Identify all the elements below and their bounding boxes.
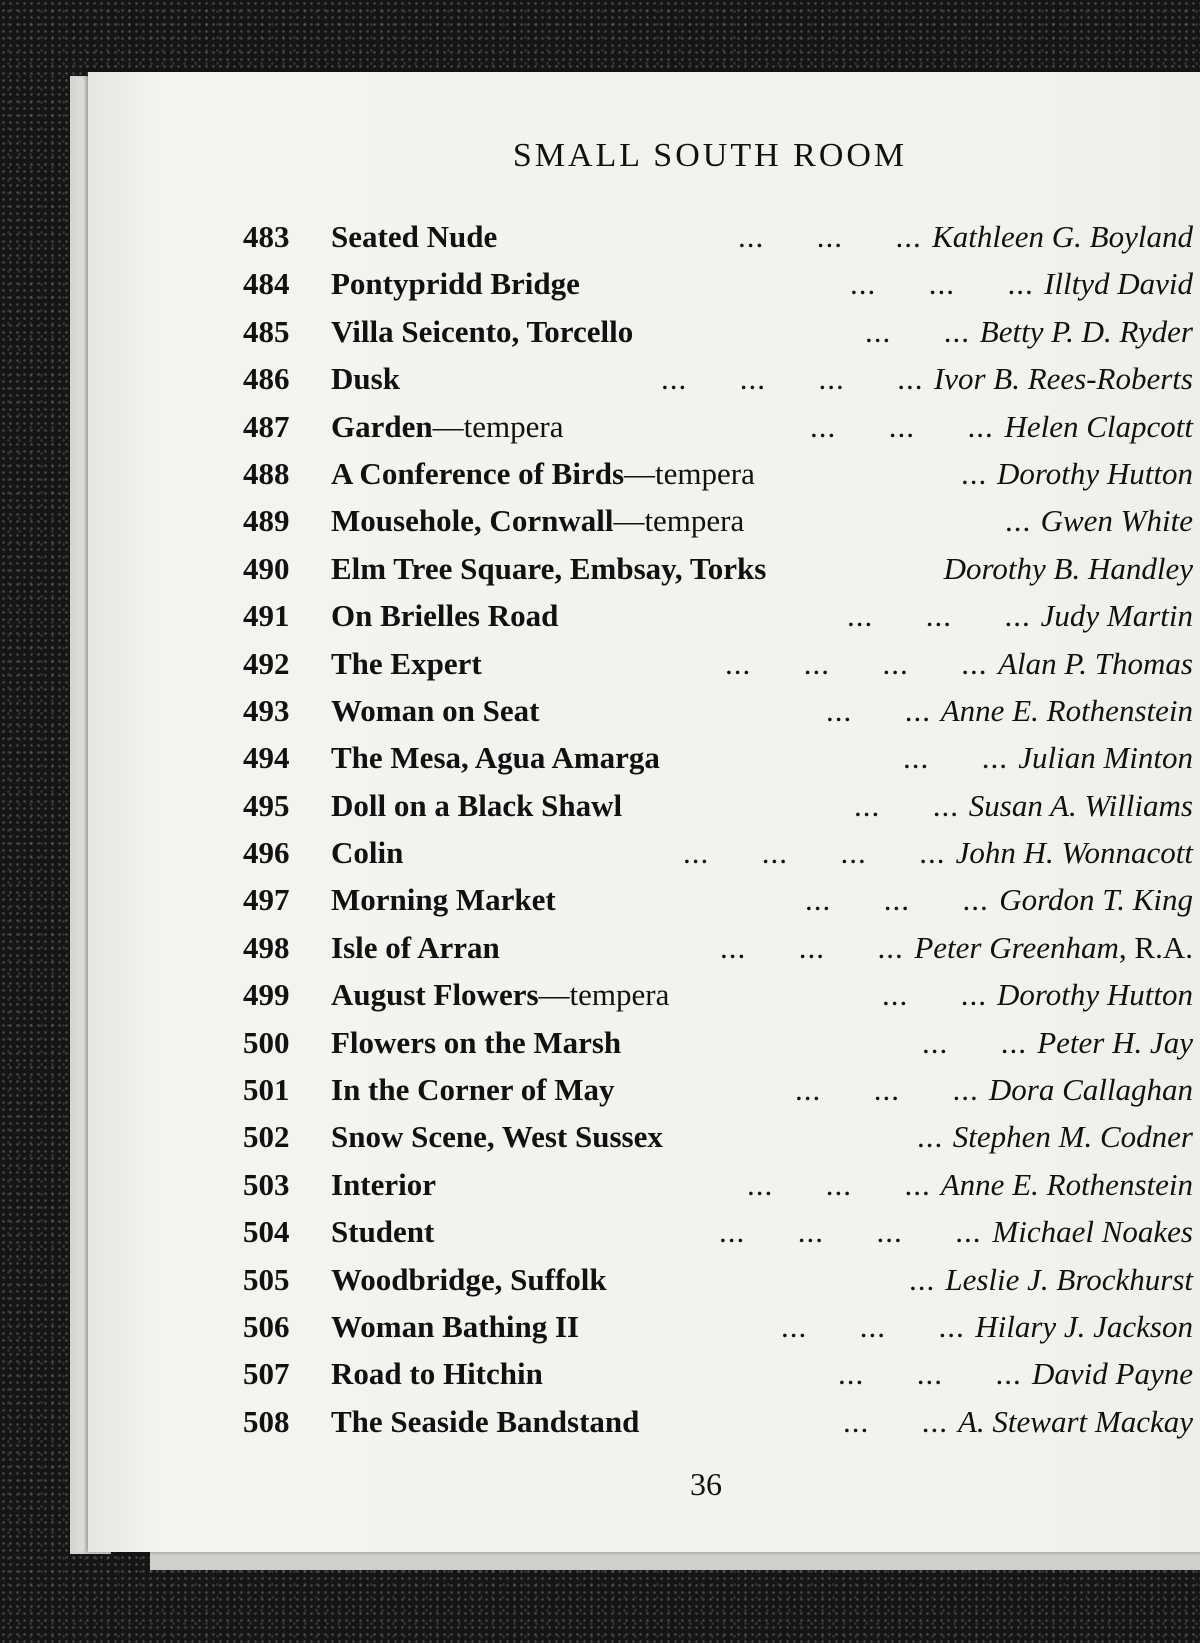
entry-title-text: Woman Bathing II xyxy=(331,1308,580,1344)
entry-artist xyxy=(944,545,1193,592)
entry-artist-name: Helen Clapcott xyxy=(1004,408,1193,444)
entry-title xyxy=(331,1066,615,1113)
list-item xyxy=(243,308,1193,355)
entry-title-text: Student xyxy=(331,1214,435,1250)
list-item xyxy=(243,782,1193,829)
list-item xyxy=(243,1398,1193,1445)
entry-artist-name: Anne E. Rothenstein xyxy=(940,692,1193,728)
entry-artist xyxy=(914,924,1193,971)
entry-title xyxy=(331,545,766,592)
entry-artist xyxy=(999,876,1193,923)
dot-leaders: ... ... ... xyxy=(720,929,904,965)
entry-number: 501 xyxy=(243,1072,290,1108)
dot-leaders: ... xyxy=(909,1261,936,1297)
entry-artist xyxy=(969,782,1193,829)
entry-title-text: Elm Tree Square, Embsay, Torks xyxy=(331,550,767,586)
entry-title xyxy=(331,971,669,1018)
entry-title-text: August Flowers xyxy=(331,977,539,1013)
entry-artist-name: Peter H. Jay xyxy=(1037,1024,1193,1060)
entry-number: 490 xyxy=(243,550,290,586)
entry-artist-name: Dorothy Hutton xyxy=(996,455,1193,491)
list-item xyxy=(243,734,1193,781)
dot-leaders: ... ... ... ... xyxy=(719,1214,982,1250)
entry-medium: —tempera xyxy=(624,455,755,491)
entry-number: 484 xyxy=(243,266,290,302)
entry-number: 498 xyxy=(243,929,290,965)
entry-artist-name: David Payne xyxy=(1032,1356,1193,1392)
entry-title-text: Woodbridge, Suffolk xyxy=(331,1261,607,1297)
list-item xyxy=(243,545,1193,592)
list-item xyxy=(243,355,1193,402)
list-item xyxy=(243,213,1193,260)
entry-title-text: Dusk xyxy=(331,361,400,397)
entry-artist-name: Illtyd David xyxy=(1044,266,1193,302)
entry-number: 504 xyxy=(243,1214,290,1250)
entry-number: 507 xyxy=(243,1356,290,1392)
entry-artist xyxy=(992,1208,1193,1255)
list-item xyxy=(243,1303,1193,1350)
entry-artist-name: Peter Greenham xyxy=(914,929,1119,965)
list-item xyxy=(243,1066,1193,1113)
entry-title xyxy=(331,450,755,497)
entry-title xyxy=(331,260,580,307)
dot-leaders: ... ... ... ... xyxy=(683,835,946,871)
entry-title xyxy=(331,497,744,544)
entry-artist xyxy=(998,640,1193,687)
entry-artist xyxy=(956,829,1193,876)
entry-number: 493 xyxy=(243,692,290,728)
entry-artist-name: Alan P. Thomas xyxy=(998,645,1193,681)
entry-number: 499 xyxy=(243,977,290,1013)
entry-title-text: The Mesa, Agua Amarga xyxy=(331,740,660,776)
entry-artist xyxy=(945,1256,1193,1303)
entry-title xyxy=(331,924,500,971)
dot-leaders: ... ... ... xyxy=(838,1356,1022,1392)
entry-title xyxy=(331,687,539,734)
entry-artist-name: Julian Minton xyxy=(1018,740,1193,776)
dot-leaders: ... ... ... xyxy=(738,219,922,254)
entry-title xyxy=(331,355,400,402)
entry-artist xyxy=(932,213,1193,260)
list-item xyxy=(243,260,1193,307)
dot-leaders: ... ... xyxy=(865,313,970,349)
entry-artist xyxy=(980,308,1193,355)
entry-number: 506 xyxy=(243,1308,290,1344)
entry-title-text: The Expert xyxy=(331,645,482,681)
entry-title xyxy=(331,1161,436,1208)
entry-artist-name: Hilary J. Jackson xyxy=(975,1308,1193,1344)
entry-title-text: Garden xyxy=(331,408,433,444)
list-item xyxy=(243,924,1193,971)
entry-medium: —tempera xyxy=(432,408,564,444)
entry-title-text: The Seaside Bandstand xyxy=(331,1403,640,1439)
entry-list xyxy=(243,213,1193,1445)
dot-leaders: ... ... xyxy=(903,740,1008,776)
dot-leaders: ... xyxy=(1005,503,1032,539)
entry-medium: —tempera xyxy=(538,977,670,1013)
entry-artist-name: Dorothy B. Handley xyxy=(943,550,1193,586)
entry-title-text: Road to Hitchin xyxy=(331,1356,543,1392)
list-item xyxy=(243,1256,1193,1303)
entry-title-text: A Conference of Birds xyxy=(331,455,625,491)
dot-leaders: ... ... xyxy=(922,1024,1027,1060)
dot-leaders: ... ... ... xyxy=(805,882,989,918)
list-item xyxy=(243,497,1193,544)
entry-artist-name: Ivor B. Rees-Roberts xyxy=(933,361,1193,397)
entry-title-text: Doll on a Black Shawl xyxy=(331,787,623,823)
entry-artist-name: Gordon T. King xyxy=(999,882,1193,918)
entry-title xyxy=(331,1350,543,1397)
entry-artist-name: Kathleen G. Boyland xyxy=(932,219,1193,254)
entry-title-text: On Brielles Road xyxy=(331,598,559,634)
entry-artist-name: Gwen White xyxy=(1040,503,1193,539)
entry-number: 488 xyxy=(243,455,290,491)
page-number: 36 xyxy=(690,1466,722,1502)
entry-title-text: Villa Seicento, Torcello xyxy=(331,313,634,349)
entry-title-text: Morning Market xyxy=(331,882,556,918)
entry-artist-name: Susan A. Williams xyxy=(968,787,1193,823)
entry-artist-name: A. Stewart Mackay xyxy=(957,1403,1193,1439)
entry-artist-name: Stephen M. Codner xyxy=(952,1119,1193,1155)
entry-artist xyxy=(941,1161,1193,1208)
dot-leaders: ... ... xyxy=(826,692,931,728)
dot-leaders: ... xyxy=(917,1119,944,1155)
dot-leaders: ... xyxy=(961,455,988,491)
entry-artist xyxy=(953,1113,1193,1160)
entry-number: 489 xyxy=(243,503,290,539)
dot-leaders: ... ... ... xyxy=(850,266,1034,302)
entry-artist xyxy=(1037,1019,1193,1066)
list-item xyxy=(243,829,1193,876)
entry-number: 483 xyxy=(243,219,290,254)
entry-artist xyxy=(934,355,1193,402)
list-item xyxy=(243,640,1193,687)
entry-title-text: Seated Nude xyxy=(331,219,498,254)
entry-number: 496 xyxy=(243,835,290,871)
dot-leaders: ... ... xyxy=(854,787,959,823)
entry-title-text: In the Corner of May xyxy=(331,1072,615,1108)
entry-artist-suffix: , R.A. xyxy=(1118,929,1193,965)
dot-leaders: ... ... ... ... xyxy=(661,361,924,397)
entry-number: 500 xyxy=(243,1024,290,1060)
entry-title xyxy=(331,1256,607,1303)
entry-number: 505 xyxy=(243,1261,290,1297)
dot-leaders: ... ... xyxy=(843,1403,948,1439)
entry-artist xyxy=(941,687,1193,734)
entry-title xyxy=(331,734,660,781)
entry-title xyxy=(331,782,622,829)
entry-title-text: Isle of Arran xyxy=(331,929,500,965)
list-item xyxy=(243,1208,1193,1255)
entry-title xyxy=(331,403,563,450)
list-item xyxy=(243,592,1193,639)
dot-leaders: ... ... ... xyxy=(795,1072,979,1108)
entry-title-text: Snow Scene, West Sussex xyxy=(331,1119,663,1155)
entry-number: 491 xyxy=(243,598,290,634)
entry-artist-name: Judy Martin xyxy=(1040,598,1193,634)
entry-artist xyxy=(1041,592,1193,639)
entry-artist-name: Dora Callaghan xyxy=(988,1072,1193,1108)
entry-title-text: Flowers on the Marsh xyxy=(331,1024,622,1060)
dot-leaders: ... ... ... xyxy=(781,1308,965,1344)
entry-number: 495 xyxy=(243,787,290,823)
dot-leaders: ... ... xyxy=(882,977,987,1013)
entry-number: 486 xyxy=(243,361,290,397)
entry-artist-name: Leslie J. Brockhurst xyxy=(945,1261,1193,1297)
entry-number: 508 xyxy=(243,1403,290,1439)
entry-title-text: Mousehole, Cornwall xyxy=(331,503,614,539)
entry-artist xyxy=(1041,497,1193,544)
entry-artist xyxy=(997,450,1193,497)
list-item xyxy=(243,403,1193,450)
entry-number: 497 xyxy=(243,882,290,918)
page-title: SMALL SOUTH ROOM xyxy=(512,137,908,174)
entry-title-text: Colin xyxy=(331,835,404,871)
entry-number: 494 xyxy=(243,740,290,776)
list-item xyxy=(243,1113,1193,1160)
entry-number: 492 xyxy=(243,645,290,681)
entry-title xyxy=(331,1208,434,1255)
entry-artist xyxy=(1044,260,1193,307)
list-item xyxy=(243,450,1193,497)
list-item xyxy=(243,1161,1193,1208)
entry-artist-name: Anne E. Rothenstein xyxy=(940,1166,1193,1202)
entry-title xyxy=(331,1303,579,1350)
entry-artist-name: Betty P. D. Ryder xyxy=(979,313,1193,349)
list-item xyxy=(243,971,1193,1018)
entry-medium: —tempera xyxy=(613,503,745,539)
entry-artist xyxy=(1018,734,1193,781)
entry-artist xyxy=(989,1066,1193,1113)
entry-title xyxy=(331,1113,663,1160)
entry-title xyxy=(331,213,497,260)
entry-artist xyxy=(958,1398,1193,1445)
list-item xyxy=(243,687,1193,734)
dot-leaders: ... ... ... xyxy=(810,408,994,444)
list-item xyxy=(243,876,1193,923)
list-item xyxy=(243,1350,1193,1397)
entry-title xyxy=(331,876,556,923)
entry-title xyxy=(331,592,558,639)
dot-leaders: ... ... ... xyxy=(747,1166,931,1202)
entry-title-text: Interior xyxy=(331,1166,437,1202)
entry-title xyxy=(331,308,633,355)
entry-artist-name: Dorothy Hutton xyxy=(996,977,1193,1013)
dot-leaders: ... ... ... ... xyxy=(725,645,988,681)
entry-title xyxy=(331,1398,639,1445)
entry-number: 502 xyxy=(243,1119,290,1155)
entry-number: 485 xyxy=(243,313,290,349)
entry-artist xyxy=(1004,403,1193,450)
entry-title xyxy=(331,1019,621,1066)
entry-number: 487 xyxy=(243,408,290,444)
dot-leaders: ... ... ... xyxy=(847,598,1031,634)
entry-title-text: Pontypridd Bridge xyxy=(331,266,580,302)
entry-artist-name: Michael Noakes xyxy=(992,1214,1193,1250)
entry-artist-name: John H. Wonnacott xyxy=(955,835,1193,871)
list-item xyxy=(243,1019,1193,1066)
entry-artist xyxy=(975,1303,1193,1350)
entry-title xyxy=(331,829,403,876)
entry-artist xyxy=(997,971,1193,1018)
entry-number: 503 xyxy=(243,1166,290,1202)
entry-title-text: Woman on Seat xyxy=(331,692,540,728)
entry-title xyxy=(331,640,482,687)
entry-artist xyxy=(1032,1350,1193,1397)
